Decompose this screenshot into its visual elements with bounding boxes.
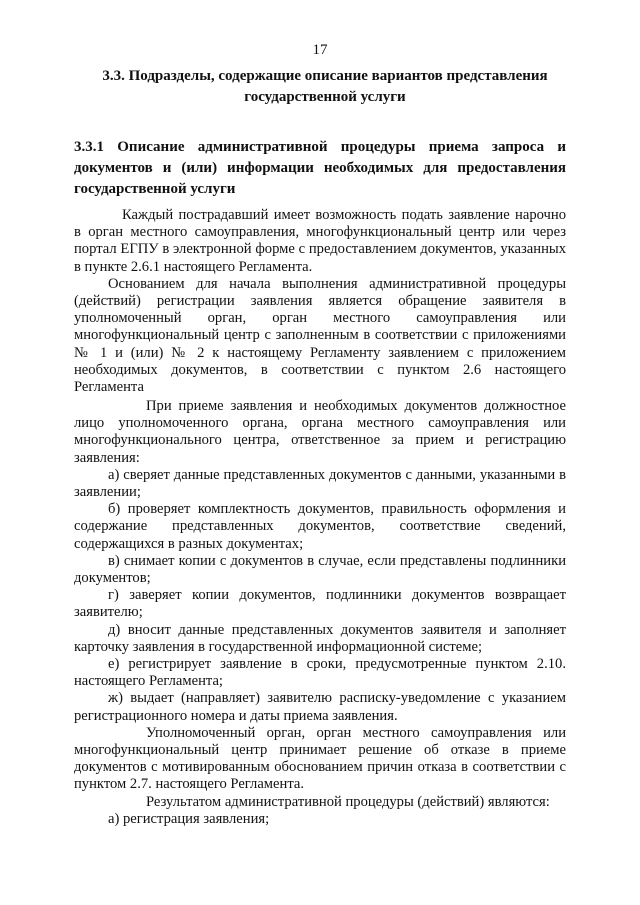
section-3-3-1-heading: 3.3.1 Описание административной процедуры приема запроса и документов и (или) информации необходимых для предоставления государственной услуги [74,139,566,197]
paragraph-result: Результатом административной процедуры (действий) являются: [146,793,550,810]
paragraph-submission: Каждый пострадавший имеет возможность подать заявление нарочно в орган местного самоуправления, многофункциональный центр или через портал ЕГПУ в электронной форме с предоставлением документов, указанных в пункте 2.6.1 настоящего Регламента. [74,207,566,275]
list-item-v: в) снимает копии с документов в случае, если представлены подлинники документов; [74,552,566,587]
list-item-a: а) сверяет данные представленных документов с данными, указанными в заявлении; [74,466,566,501]
list-item-zh: ж) выдает (направляет) заявителю расписку-уведомление с указанием регистрационного номера и даты приема заявления. [74,690,566,724]
list-item-e: е) регистрирует заявление в сроки, предусмотренные пунктом 2.10. настоящего Регламента; [74,656,566,690]
list-item-d: д) вносит данные представленных документов заявителя и заполняет карточку заявления в государственной информационной системе; [74,621,566,655]
paragraph-refusal: Уполномоченный орган, орган местного самоуправления или многофункциональный центр принимает решение об отказе в приеме документов с мотивированным обоснованием причин отказа в соответствии с пунктом 2.7. настоящего Регламента. [74,724,566,793]
list-item-g: г) заверяет копии документов, подлинники документов возвращает заявителю; [74,587,566,621]
page-number: 17 [312,42,328,58]
paragraph-reception: При приеме заявления и необходимых документов должностное лицо уполномоченного органа, органа местного самоуправления или многофункционального центра, ответственное за прием и регистрацию заявления: [74,398,566,466]
body-block-1 [74,207,566,396]
list-item-b: б) проверяет комплектность документов, правильность оформления и содержание представленных документов, соответствие сведений, содержащихся в разных документах; [74,501,566,552]
section-3-3-heading: 3.3. Подразделы, содержащие описание вариантов представления государственной услуги [102,68,548,105]
result-item-a: а) регистрация заявления; [108,810,270,827]
body-block-2 [74,398,566,828]
paragraph-basis: Основанием для начала выполнения административной процедуры (действий) регистрации заявления является обращение заявителя в уполномоченный орган, орган местного самоуправления или многофункциональный центр с заполненным в соответствии с приложениями № 1 и (или) № 2 к настоящему Регламенту заявлением с приложением необходимых документов, в соответствии с пунктом 2.6 настоящего Регламента [74,275,566,396]
